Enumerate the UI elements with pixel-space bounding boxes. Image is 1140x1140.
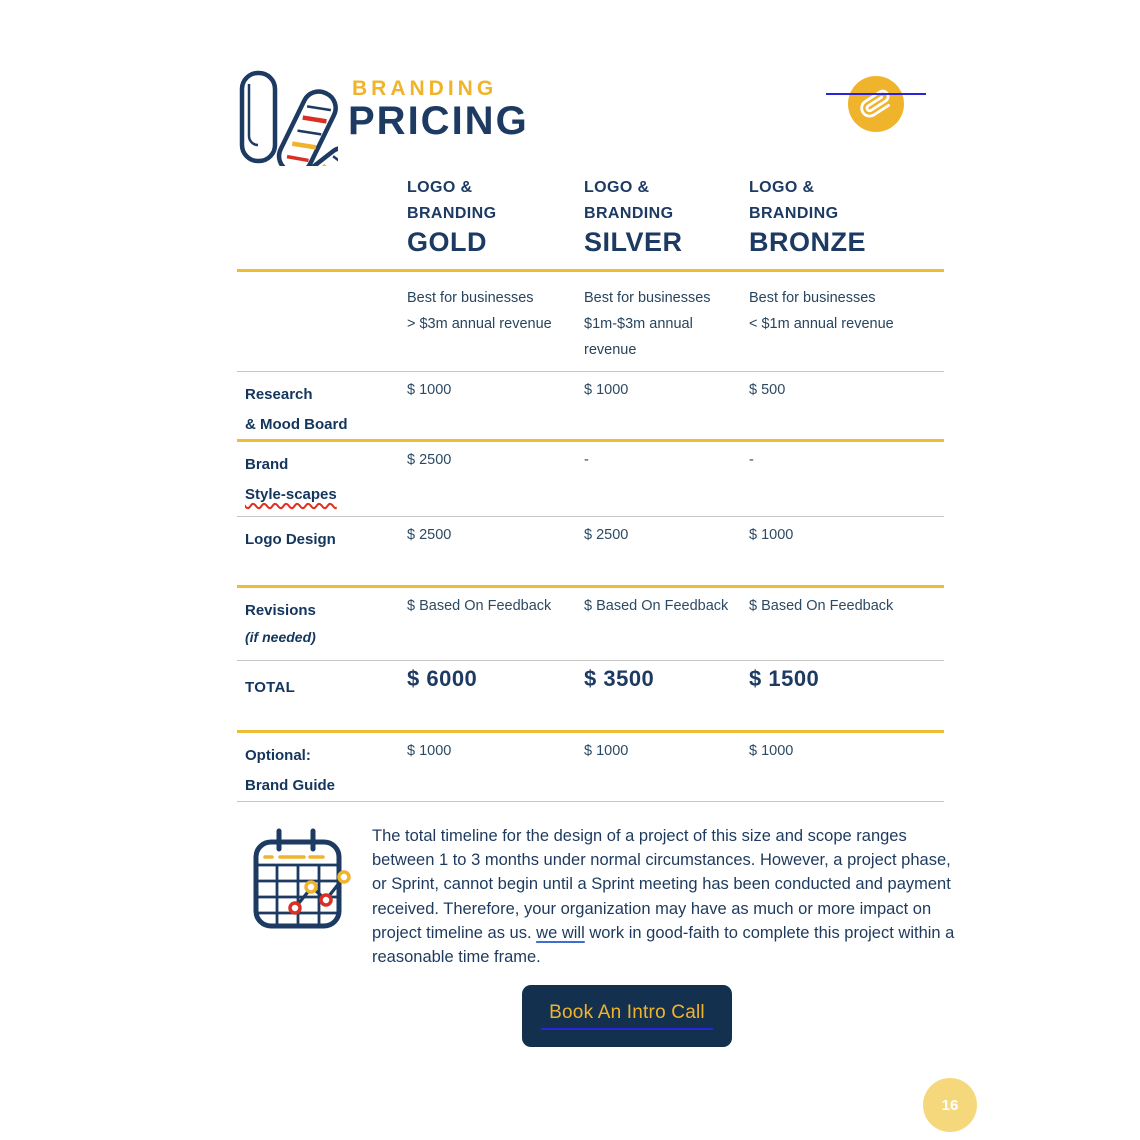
timeline-note-text-end: work in good-faith to complete this project within a reasonable time frame. [372,923,955,967]
price-cell: $ 1000 [749,742,794,759]
table-row [237,372,944,439]
page-title: PRICING [348,99,529,143]
price-cell: $ 1000 [584,742,629,759]
price-cell: $ 2500 [407,527,452,543]
price-cell: $ 500 [749,382,786,398]
decorative-line [826,93,926,95]
plan-tier: BRONZE [749,227,866,257]
color-swatches-icon [234,64,338,166]
plan-column-gold [407,170,584,269]
row-label-line: TOTAL [245,679,296,696]
calendar-chart-icon [247,826,351,934]
plan-name-line: BRANDING [749,205,839,222]
spacer-cell [237,272,407,371]
plan-desc-line: > $3m annual revenue [407,315,552,332]
table-body [237,372,944,802]
price-cell: $ 1000 [407,742,452,759]
page-number-badge [923,1078,977,1132]
plan-name-line: LOGO & [407,179,473,196]
plan-desc-line: revenue [584,341,637,358]
row-label [237,661,407,730]
price-cell: $ 2500 [407,451,452,468]
plan-desc-gold [407,272,584,371]
price-cell: $ 2500 [584,527,629,543]
timeline-note-text: The total timeline for the design of a project of this size and scope ranges between 1 to 3 months under normal circumstances. However, a project phase, or Sprint, cannot begin until a Sprint meeting has been conducted and payment received. Therefore, your organization may have as much or more impact on project timeline as us. [372,827,951,942]
plan-name-line: LOGO & [584,179,650,196]
row-label [237,733,407,801]
table-row [237,517,944,585]
divider [237,801,944,803]
row-label [237,372,407,440]
plan-desc-line: Best for businesses [407,289,534,306]
row-label-line: Optional: [245,746,311,764]
plan-desc-bronze [749,272,944,371]
table-row [237,442,944,516]
timeline-note [372,824,959,969]
row-label-line: Brand Guide [245,776,336,794]
attachment-badge [848,76,904,132]
table-row [237,733,944,801]
book-intro-call-label: Book An Intro Call [541,1002,713,1030]
row-label-line: (if needed) [245,628,316,645]
plan-desc-line: $1m-$3m annual [584,315,693,332]
price-cell: - [749,451,754,468]
row-label-line: Research [245,386,313,403]
row-label-line: Brand [245,455,289,473]
price-cell: $ 1000 [407,382,452,398]
paperclip-icon [857,85,895,123]
price-cell: $ 3500 [584,666,655,691]
plan-tier: GOLD [407,227,487,257]
table-row [237,588,944,660]
pricing-table [237,170,944,802]
plan-header-row [237,170,944,269]
price-cell: $ 6000 [407,666,478,691]
plan-name-line: BRANDING [407,205,497,222]
plan-tier: SILVER [584,227,683,257]
spacer-cell [237,170,407,269]
brand-label: BRANDING [352,77,498,100]
price-cell: - [584,451,589,468]
plan-desc-row [237,272,944,371]
price-cell: $ 1500 [749,666,820,691]
row-label-line: Revisions [245,601,316,619]
book-intro-call-button[interactable] [522,985,732,1047]
plan-name-line: LOGO & [749,179,815,196]
row-label-line: Logo Design [245,531,336,548]
price-cell: $ 1000 [584,382,629,398]
price-cell: $ Based On Feedback [584,597,729,614]
row-label [237,442,407,516]
table-head [237,170,944,372]
plan-desc-line: Best for businesses [584,289,711,306]
price-cell: $ 1000 [749,527,794,543]
plan-column-bronze [749,170,944,269]
timeline-note-underlined: we will [536,923,585,942]
plan-column-silver [584,170,749,269]
price-cell: $ Based On Feedback [749,597,894,614]
row-label-line: Style-scapes [245,485,337,503]
plan-desc-line: < $1m annual revenue [749,315,894,332]
plan-desc-line: Best for businesses [749,289,876,306]
plan-desc-silver [584,272,749,371]
price-cell: $ Based On Feedback [407,597,552,614]
table-row [237,661,944,730]
page-number: 16 [941,1096,959,1114]
row-label [237,588,407,660]
row-label [237,517,407,585]
row-label-line: & Mood Board [245,416,348,433]
plan-name-line: BRANDING [584,205,674,222]
